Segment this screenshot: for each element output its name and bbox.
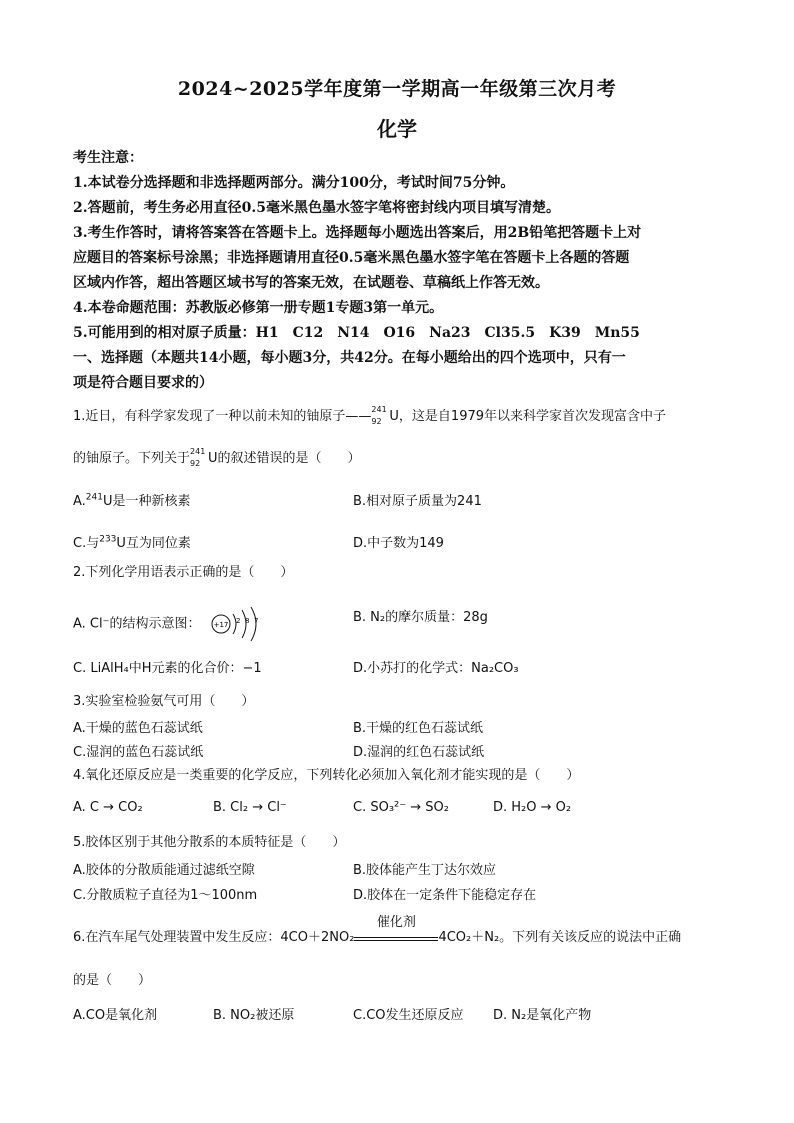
catalyst-label: 催化剂 [376,914,416,930]
q1-option-a[interactable]: A.$^{241}$U是一种新核素 [73,492,191,509]
catalyst-arrow [354,914,438,941]
q2-stem: 2.下列化学用语表示正确的是（ ） [73,565,294,580]
q5-options-row2 [73,884,733,906]
q2-options-row1 [73,598,733,634]
q1-option-c[interactable]: C.与$^{233}$U互为同位素 [73,534,191,551]
q3-options-row1 [73,717,733,739]
q6-option-b[interactable]: B. NO₂被还原 [213,1008,295,1023]
q5-option-d[interactable]: D.胶体在一定条件下能稳定存在 [353,888,537,903]
q1-stem-line1: 1.近日，有科学家发现了一种以前未知的铀原子—— 241 92 U，这是自1979年以来科学家首次发现富含中子 [73,405,667,426]
q4-option-a[interactable]: A. C → CO₂ [73,800,143,815]
q4-option-b[interactable]: B. Cl₂ → Cl⁻ [213,800,287,815]
q1-option-d[interactable]: D.中子数为149 [353,536,444,551]
section-heading-line1: 一、选择题（本题共14小题，每小题3分，共42分。在每小题给出的四个选项中，只有一 [73,350,626,366]
q4-option-c[interactable]: C. SO₃²⁻ → SO₂ [353,800,449,815]
q3-option-c[interactable]: C.湿润的蓝色石蕊试纸 [73,745,204,760]
q5-stem: 5.胶体区别于其他分散系的本质特征是（ ） [73,835,346,850]
shell-count-1: 2 [235,617,241,625]
q1-options-row2 [73,532,733,554]
q2-option-c[interactable]: C. LiAlH₄中H元素的化合价：−1 [73,661,262,676]
q5-option-c[interactable]: C.分散质粒子直径为1～100nm [73,888,258,903]
q1-nuclide: 241 92 [371,405,387,426]
q1-option-b[interactable]: B.相对原子质量为241 [353,494,482,509]
notice-block [73,146,733,396]
nucleus-charge: +17 [213,621,229,629]
shell-count-2: 8 [244,617,250,625]
q6-option-c[interactable]: C.CO发生还原反应 [353,1008,464,1023]
q2-option-a[interactable]: A. Cl⁻的结构示意图： +17 2 8 7 [73,606,269,642]
notice-item: 5.可能用到的相对原子质量：H1 C12 N14 O16 Na23 Cl35.5 K39 Mn55 [73,325,640,341]
q6-option-d[interactable]: D. N₂是氧化产物 [493,1008,592,1023]
q5-option-a[interactable]: A.胶体的分散质能通过滤纸空隙 [73,863,255,878]
q3-option-a[interactable]: A.干燥的蓝色石蕊试纸 [73,721,203,736]
subject-title: 化学 [377,117,417,141]
q4-stem: 4.氧化还原反应是一类重要的化学反应，下列转化必须加入氧化剂才能实现的是（ ） [73,768,580,783]
exam-title: 2024~2025学年度第一学期高一年级第三次月考 [177,78,617,100]
notice-item: 4.本卷命题范围：苏教版必修第一册专题1专题3第一单元。 [73,300,444,316]
q1-options-row1 [73,490,733,512]
notice-item: 1.本试卷分选择题和非选择题两部分。满分100分，考试时间75分钟。 [73,175,515,191]
q3-options-row2 [73,741,733,763]
q1-stem-line2: 的铀原子。下列关于 241 92 U的叙述错误的是（ ） [73,447,361,468]
q6-stem-line2: 的是（ ） [73,973,152,988]
q4-option-d[interactable]: D. H₂O → O₂ [493,800,572,815]
q2-option-d[interactable]: D.小苏打的化学式：Na₂CO₃ [353,661,519,676]
chloride-ion-structure-diagram [209,606,269,642]
q4-options-row [73,800,733,822]
notice-item: 区域内作答，超出答题区域书写的答案无效，在试题卷、草稿纸上作答无效。 [73,275,549,291]
notice-heading: 考生注意： [73,150,143,166]
equals-bar [354,937,438,941]
section-heading-line2: 项是符合题目要求的） [73,375,213,391]
shell-count-3: 7 [253,617,259,625]
q6-option-a[interactable]: A.CO是氧化剂 [73,1008,158,1023]
notice-item: 应题目的答案标号涂黑；非选择题请用直径0.5毫米黑色墨水签字笔在答题卡上各题的答题 [73,250,630,266]
q6-options-row [73,1004,733,1026]
q6-stem-line1: 6.在汽车尾气处理装置中发生反应：4CO＋2NO₂ 催化剂 4CO₂＋N₂。下列有关该反应的说法中正确 [73,914,682,945]
q3-stem: 3.实验室检验氨气可用（ ） [73,694,255,709]
q5-option-b[interactable]: B.胶体能产生丁达尔效应 [353,863,497,878]
q2-options-row2 [73,657,733,679]
q3-option-d[interactable]: D.湿润的红色石蕊试纸 [353,745,485,760]
notice-item: 3.考生作答时，请将答案答在答题卡上。选择题每小题选出答案后，用2B铅笔把答题卡上对 [73,225,642,241]
q1-nuclide-2: 241 92 [190,447,206,468]
notice-item: 2.答题前，考生务必用直径0.5毫米黑色墨水签字笔将密封线内项目填写清楚。 [73,200,560,216]
q5-options-row1 [73,859,733,881]
q3-option-b[interactable]: B.干燥的红色石蕊试纸 [353,721,484,736]
q2-option-b[interactable]: B. N₂的摩尔质量：28g [353,610,488,625]
